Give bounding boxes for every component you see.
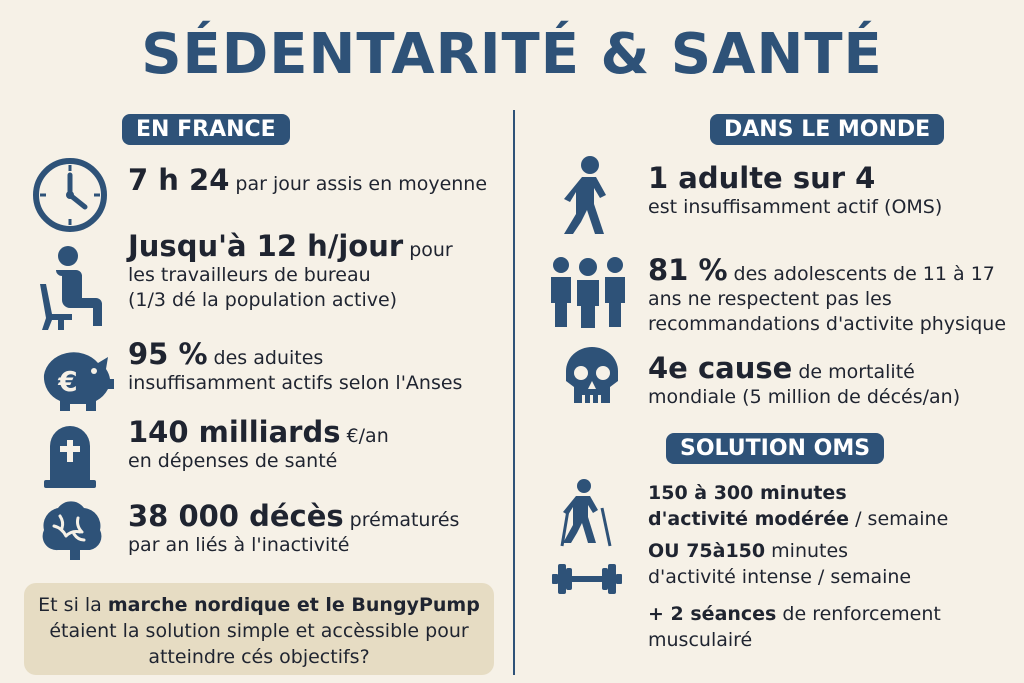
piggy-bank-euro-icon — [34, 345, 114, 411]
stat-text: des adolescents de 11 à 17 — [727, 263, 995, 285]
tombstone-icon — [42, 420, 98, 490]
solution-text-2 — [648, 538, 911, 590]
stat-line: mondiale (5 million de décés/an) — [648, 386, 961, 408]
stat-line: insuffisamment actifs selon l'Anses — [128, 372, 463, 394]
france-stat-3 — [128, 337, 463, 396]
world-stat-2 — [648, 253, 1007, 337]
solution-line2-bold: d'activité modérée — [648, 508, 850, 530]
stat-highlight: 81 % — [648, 253, 728, 287]
stat-line: en dépenses de santé — [128, 450, 338, 472]
cta-line3: atteindre cés objectifs? — [148, 646, 370, 668]
stat-line: ans ne respectent pas les — [648, 288, 892, 310]
world-stat-1 — [648, 161, 943, 220]
office-worker-icon — [38, 244, 104, 330]
walking-person-icon — [560, 155, 616, 239]
nordic-walker-icon — [558, 478, 618, 548]
stat-highlight: Jusqu'à 12 h/jour — [128, 229, 404, 263]
solution-line6: musculairé — [648, 629, 753, 651]
cta-line2: étaient la solution simple et accèssible pour — [49, 620, 469, 642]
group-teens-icon — [547, 255, 629, 329]
solution-line3-bold: OU 75à150 — [648, 540, 766, 562]
section-header-france: EN FRANCE — [122, 114, 290, 145]
column-divider — [513, 110, 515, 675]
solution-text-1 — [648, 480, 948, 532]
stat-line: recommandations d'activite physique — [648, 313, 1007, 335]
france-stat-2 — [128, 229, 453, 313]
dumbbell-icon — [552, 562, 622, 596]
skull-icon — [562, 345, 622, 407]
solution-line2-rest: / semaine — [849, 508, 949, 530]
cta-bold: marche nordique et le BungyPump — [107, 594, 480, 616]
solution-line5-bold: + 2 séances — [648, 603, 777, 625]
stat-text: prématurés — [343, 509, 460, 531]
solution-text-3 — [648, 601, 941, 653]
solution-line3-rest: minutes — [765, 540, 849, 562]
france-stat-5 — [128, 499, 460, 558]
svg-text:€: € — [58, 365, 78, 398]
stat-text: de mortalité — [792, 361, 915, 383]
world-stat-3 — [648, 351, 961, 410]
stat-highlight: 1 adulte sur 4 — [648, 161, 876, 195]
stat-line: (1/3 dé la population active) — [128, 289, 398, 311]
solution-line5-rest: de renforcement — [776, 603, 941, 625]
stat-text: des aduites — [207, 347, 324, 369]
stat-text: €/an — [340, 425, 389, 447]
stat-line: par an liés à l'inactivité — [128, 534, 350, 556]
stat-highlight: 38 000 décès — [128, 499, 344, 533]
stat-line: est insuffisamment actif (OMS) — [648, 196, 943, 218]
solution-line1: 150 à 300 minutes — [648, 482, 847, 504]
cta-pre: Et si la — [38, 594, 108, 616]
page-title: SÉDENTARITÉ & SANTÉ — [141, 22, 883, 87]
stat-highlight: 7 h 24 — [128, 163, 230, 197]
stat-highlight: 95 % — [128, 337, 208, 371]
stat-text: par jour assis en moyenne — [229, 173, 488, 195]
section-header-world: DANS LE MONDE — [710, 114, 944, 145]
section-header-solution: SOLUTION OMS — [666, 433, 884, 464]
stat-line: les travailleurs de bureau — [128, 264, 371, 286]
france-stat-1 — [128, 163, 488, 197]
stat-highlight: 4e cause — [648, 351, 793, 385]
cta-box — [24, 583, 494, 675]
brain-icon — [34, 500, 106, 562]
stat-text: pour — [403, 239, 453, 261]
france-stat-4 — [128, 415, 389, 474]
solution-line4: d'activité intense / semaine — [648, 566, 912, 588]
clock-icon — [30, 155, 110, 235]
stat-highlight: 140 milliards — [128, 415, 341, 449]
